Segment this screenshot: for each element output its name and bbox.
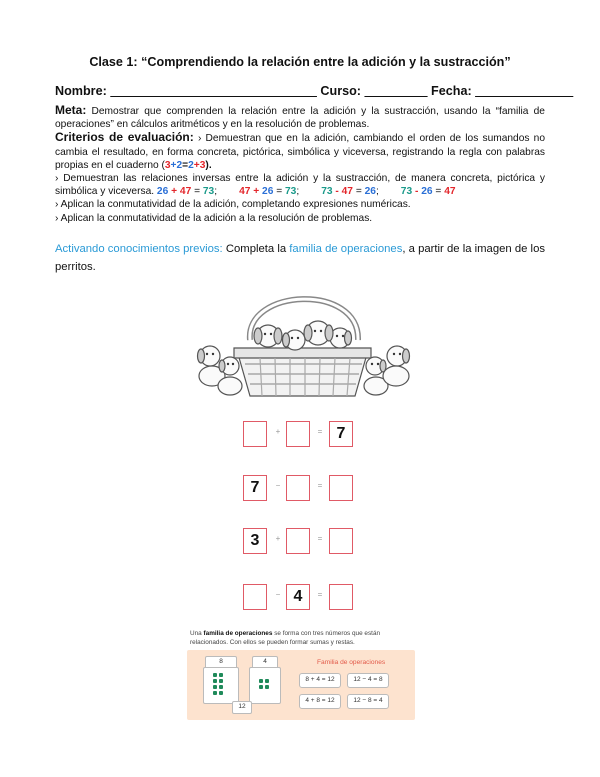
given-number-box: 3 [243,528,267,554]
counter-dot [259,679,263,683]
answer-box[interactable] [286,528,310,554]
answer-box[interactable] [329,584,353,610]
eq3-r: 26 [364,186,376,198]
criterio-2 [55,172,545,198]
activity-text-2: , a partir de la imagen de los perritos. [55,243,545,273]
activity-instruction [55,240,545,276]
nombre-label: Nombre: [55,84,107,98]
equals-sign: = [317,590,323,599]
equals-sign: = [317,427,323,436]
eq2-a: 47 [239,186,251,198]
fecha-field[interactable]: ______________ [475,84,574,98]
minus-sign: − [275,481,281,490]
eq1-r: 73 [202,186,215,198]
c1-num-c: 2 [188,159,194,171]
meta-label: Meta: [55,103,87,117]
criterio-1-text: › Demuestran que en la adición, cambiando el orden de los sumandos no cambia el resultado, en forma concreta, pictórica, simbólica y viceversa, registrando la regla con palabras propias en el cuaderno ( [55,133,545,171]
exercise-row-2 [243,475,363,503]
eq2-r: 73 [285,186,297,198]
fact-tile: 12 − 4 = 8 [347,673,389,688]
fact-tile: 12 − 8 = 4 [347,694,389,709]
c1-close: ). [205,159,212,171]
fecha-label: Fecha: [431,84,472,98]
answer-box[interactable] [286,475,310,501]
minus-sign: − [275,590,281,599]
counter-dot [265,679,269,683]
answer-box[interactable] [329,475,353,501]
c1-op: + [170,159,177,171]
exercise-row-3 [243,528,363,556]
activity-lead: Activando conocimientos previos: [55,243,223,255]
eq3-a: 73 [321,186,333,198]
criterio-1 [55,131,545,172]
page-title: Clase 1: “Comprendiendo la relación entre la adición y la sustracción” [89,55,511,69]
equals-sign: = [317,534,323,543]
exercise-row-4 [243,584,363,612]
eq4-r: 47 [444,186,456,198]
counter-dot [259,685,263,689]
criterio-3: › Aplican la conmutatividad de la adición, completando expresiones numéricas. [55,199,411,211]
criterio-2-text: › Demuestran las relaciones inversas entre la adición y la sustracción, de manera concreta, pictórica y simbólica y viceversa. [55,173,545,198]
counter-dot [213,685,217,689]
counter-dot [265,685,269,689]
eq2-op: + [253,186,260,198]
answer-box[interactable] [329,528,353,554]
fact-tile: 4 + 8 = 12 [299,694,341,709]
objectives-section [55,104,545,225]
c1-eq: = [182,159,189,171]
counter-dot [213,691,217,695]
exercise-row-1 [243,421,363,449]
meta-text: Demostrar que comprenden la relación entre la adición y la sustracción, usando la “familia de operaciones” en cálculos aritméticos y en la resolución de problemas. [55,106,545,131]
curso-field[interactable]: _________ [364,84,428,98]
plus-sign: + [275,534,281,543]
meta-paragraph [55,104,545,131]
c1-num-a: 3 [164,159,171,171]
caption-pre: Una [190,630,202,637]
eq4-a: 73 [400,186,413,198]
fact-tile: 8 + 4 = 12 [299,673,341,688]
inverse-equations: 26 + 47 = 73; 47 + 26 = 73; 73 - 47 = 26; 73 - 26 = 47 [156,186,456,198]
answer-box[interactable] [243,421,267,447]
given-number-box: 7 [243,475,267,501]
counter-dot [219,673,223,677]
answer-box[interactable] [286,421,310,447]
c1-num-d: 3 [199,159,206,171]
equals-sign: = [317,481,323,490]
curso-label: Curso: [320,84,361,98]
number-card-4: 4 [252,656,278,669]
eq1-a: 26 [156,186,169,198]
given-number-box: 4 [286,584,310,610]
criterios-label: Criterios de evaluación: [55,130,194,145]
counter-dot [213,679,217,683]
counter-dot [219,691,223,695]
eq4-b: 26 [421,186,433,198]
activity-text-1: Completa la [225,243,287,255]
c1-op2: + [193,159,200,171]
fact-family-reference [187,626,415,720]
caption-post: se forma con tres números que están relacionados. Con ellos se pueden formar sumas y restas. [190,630,381,646]
counter-dot [219,679,223,683]
number-card-8: 8 [205,656,237,669]
criterio-4: › Aplican la conmutatividad de la adición a la resolución de problemas. [55,212,373,224]
eq4-op: - [414,186,419,198]
fact-family-caption [190,630,410,647]
caption-bold: familia de operaciones [203,630,273,637]
c1-num-b: 2 [176,159,183,171]
counter-dot [219,685,223,689]
eq1-op: + [171,186,178,198]
number-card-12: 12 [232,701,252,714]
eq3-op: - [335,186,339,198]
fact-family-title: Familia de operaciones [317,659,386,666]
eq1-b: 47 [179,186,192,198]
student-info-line [55,84,574,98]
counter-dot [213,673,217,677]
nombre-field[interactable]: _____________________________ [110,84,317,98]
given-number-box: 7 [329,421,353,447]
puppies-basket-illustration [190,278,415,403]
plus-sign: + [275,427,281,436]
activity-link: familia de operaciones [289,243,403,255]
eq2-b: 26 [262,186,274,198]
eq3-b: 47 [341,186,353,198]
answer-box[interactable] [243,584,267,610]
